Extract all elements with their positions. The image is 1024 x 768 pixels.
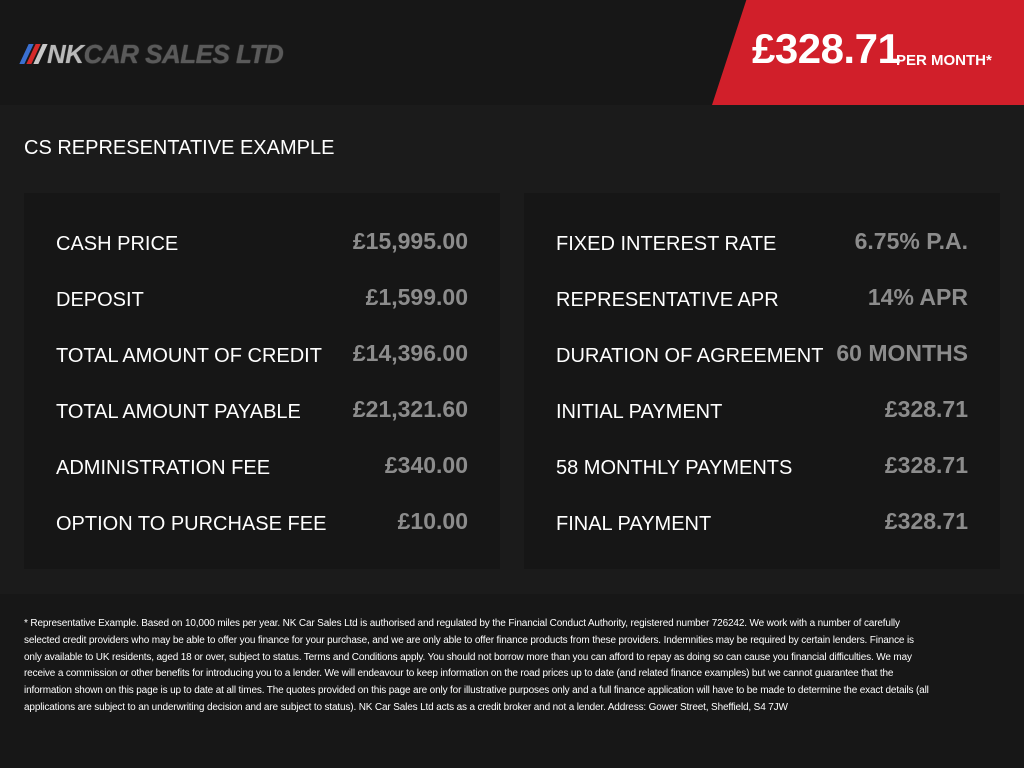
finance-row-label: TOTAL AMOUNT OF CREDIT (56, 345, 322, 367)
company-logo (24, 34, 283, 74)
finance-row (556, 397, 968, 427)
finance-row-label: FIXED INTEREST RATE (556, 233, 777, 255)
finance-row-value: £1,599.00 (365, 284, 468, 310)
finance-row-value: £14,396.00 (352, 340, 468, 366)
finance-row (56, 509, 468, 539)
monthly-price-suffix: PER MONTH* (896, 52, 992, 69)
finance-row (556, 453, 968, 483)
finance-row-value: £328.71 (884, 508, 968, 534)
finance-row-label: 58 MONTHLY PAYMENTS (556, 457, 793, 479)
finance-row-label: ADMINISTRATION FEE (56, 457, 271, 479)
finance-row-value: £15,995.00 (352, 228, 468, 254)
finance-row (56, 229, 468, 259)
logo-text (47, 39, 283, 70)
finance-row (56, 341, 468, 371)
finance-row-value: £340.00 (384, 452, 468, 478)
finance-row (556, 341, 968, 371)
finance-row-value: £21,321.60 (352, 396, 468, 422)
finance-row (556, 285, 968, 315)
finance-row-value: 14% APR (867, 284, 968, 310)
finance-row (56, 285, 468, 315)
finance-row (556, 509, 968, 539)
finance-row (56, 453, 468, 483)
finance-row-value: £328.71 (884, 396, 968, 422)
finance-row (56, 397, 468, 427)
finance-row-label: DURATION OF AGREEMENT (556, 345, 824, 367)
finance-row-label: CASH PRICE (56, 233, 179, 255)
finance-row-label: FINAL PAYMENT (556, 513, 712, 535)
monthly-price: £328.71 (752, 25, 901, 72)
logo-prefix: NK (47, 38, 84, 69)
finance-row-value: £328.71 (884, 452, 968, 478)
finance-panel-right (524, 193, 1000, 569)
finance-row-label: TOTAL AMOUNT PAYABLE (56, 401, 301, 423)
finance-row-value: £10.00 (397, 508, 468, 534)
finance-row-value: 6.75% P.A. (854, 228, 968, 254)
finance-row (556, 229, 968, 259)
finance-row-label: INITIAL PAYMENT (556, 401, 723, 423)
finance-row-label: REPRESENTATIVE APR (556, 289, 779, 311)
finance-row-label: DEPOSIT (56, 289, 144, 311)
disclaimer-text: * Representative Example. Based on 10,000 miles per year. NK Car Sales Ltd is authorised and regulated by the Financial Conduct Authority, registered number 726242. We work with a number of carefully selected credit providers who may be able to offer you finance for your purchase, and we are only able to offer finance products from these providers. Indemnities may be required by certain lenders. Finance is only available to UK residents, aged 18 or over, subject to status. Terms and Conditions apply. You should not borrow more than you can afford to repay as doing so can cause you financial difficulties. We may receive a commission or other benefits for introducing you to a lender. We will endeavour to keep information on the road prices up to date (and related finance examples) but we cannot guarantee that the information shown on this page is up to date at all times. The quotes provided on this page are only for illustrative purposes only and a full finance application will have to be made to determine the exact details (all applications are subject to an underwriting decision and are subject to status). NK Car Sales Ltd acts as a credit broker and not a lender. Address: Gower Street, Sheffield, S4 7JW (24, 618, 929, 713)
finance-panel-left (24, 193, 500, 569)
section-title: CS REPRESENTATIVE EXAMPLE (24, 137, 335, 159)
finance-row-label: OPTION TO PURCHASE FEE (56, 513, 327, 535)
logo-rest: CAR SALES LTD (83, 38, 284, 69)
finance-row-value: 60 MONTHS (836, 340, 968, 366)
logo-stripes-icon (24, 44, 45, 64)
